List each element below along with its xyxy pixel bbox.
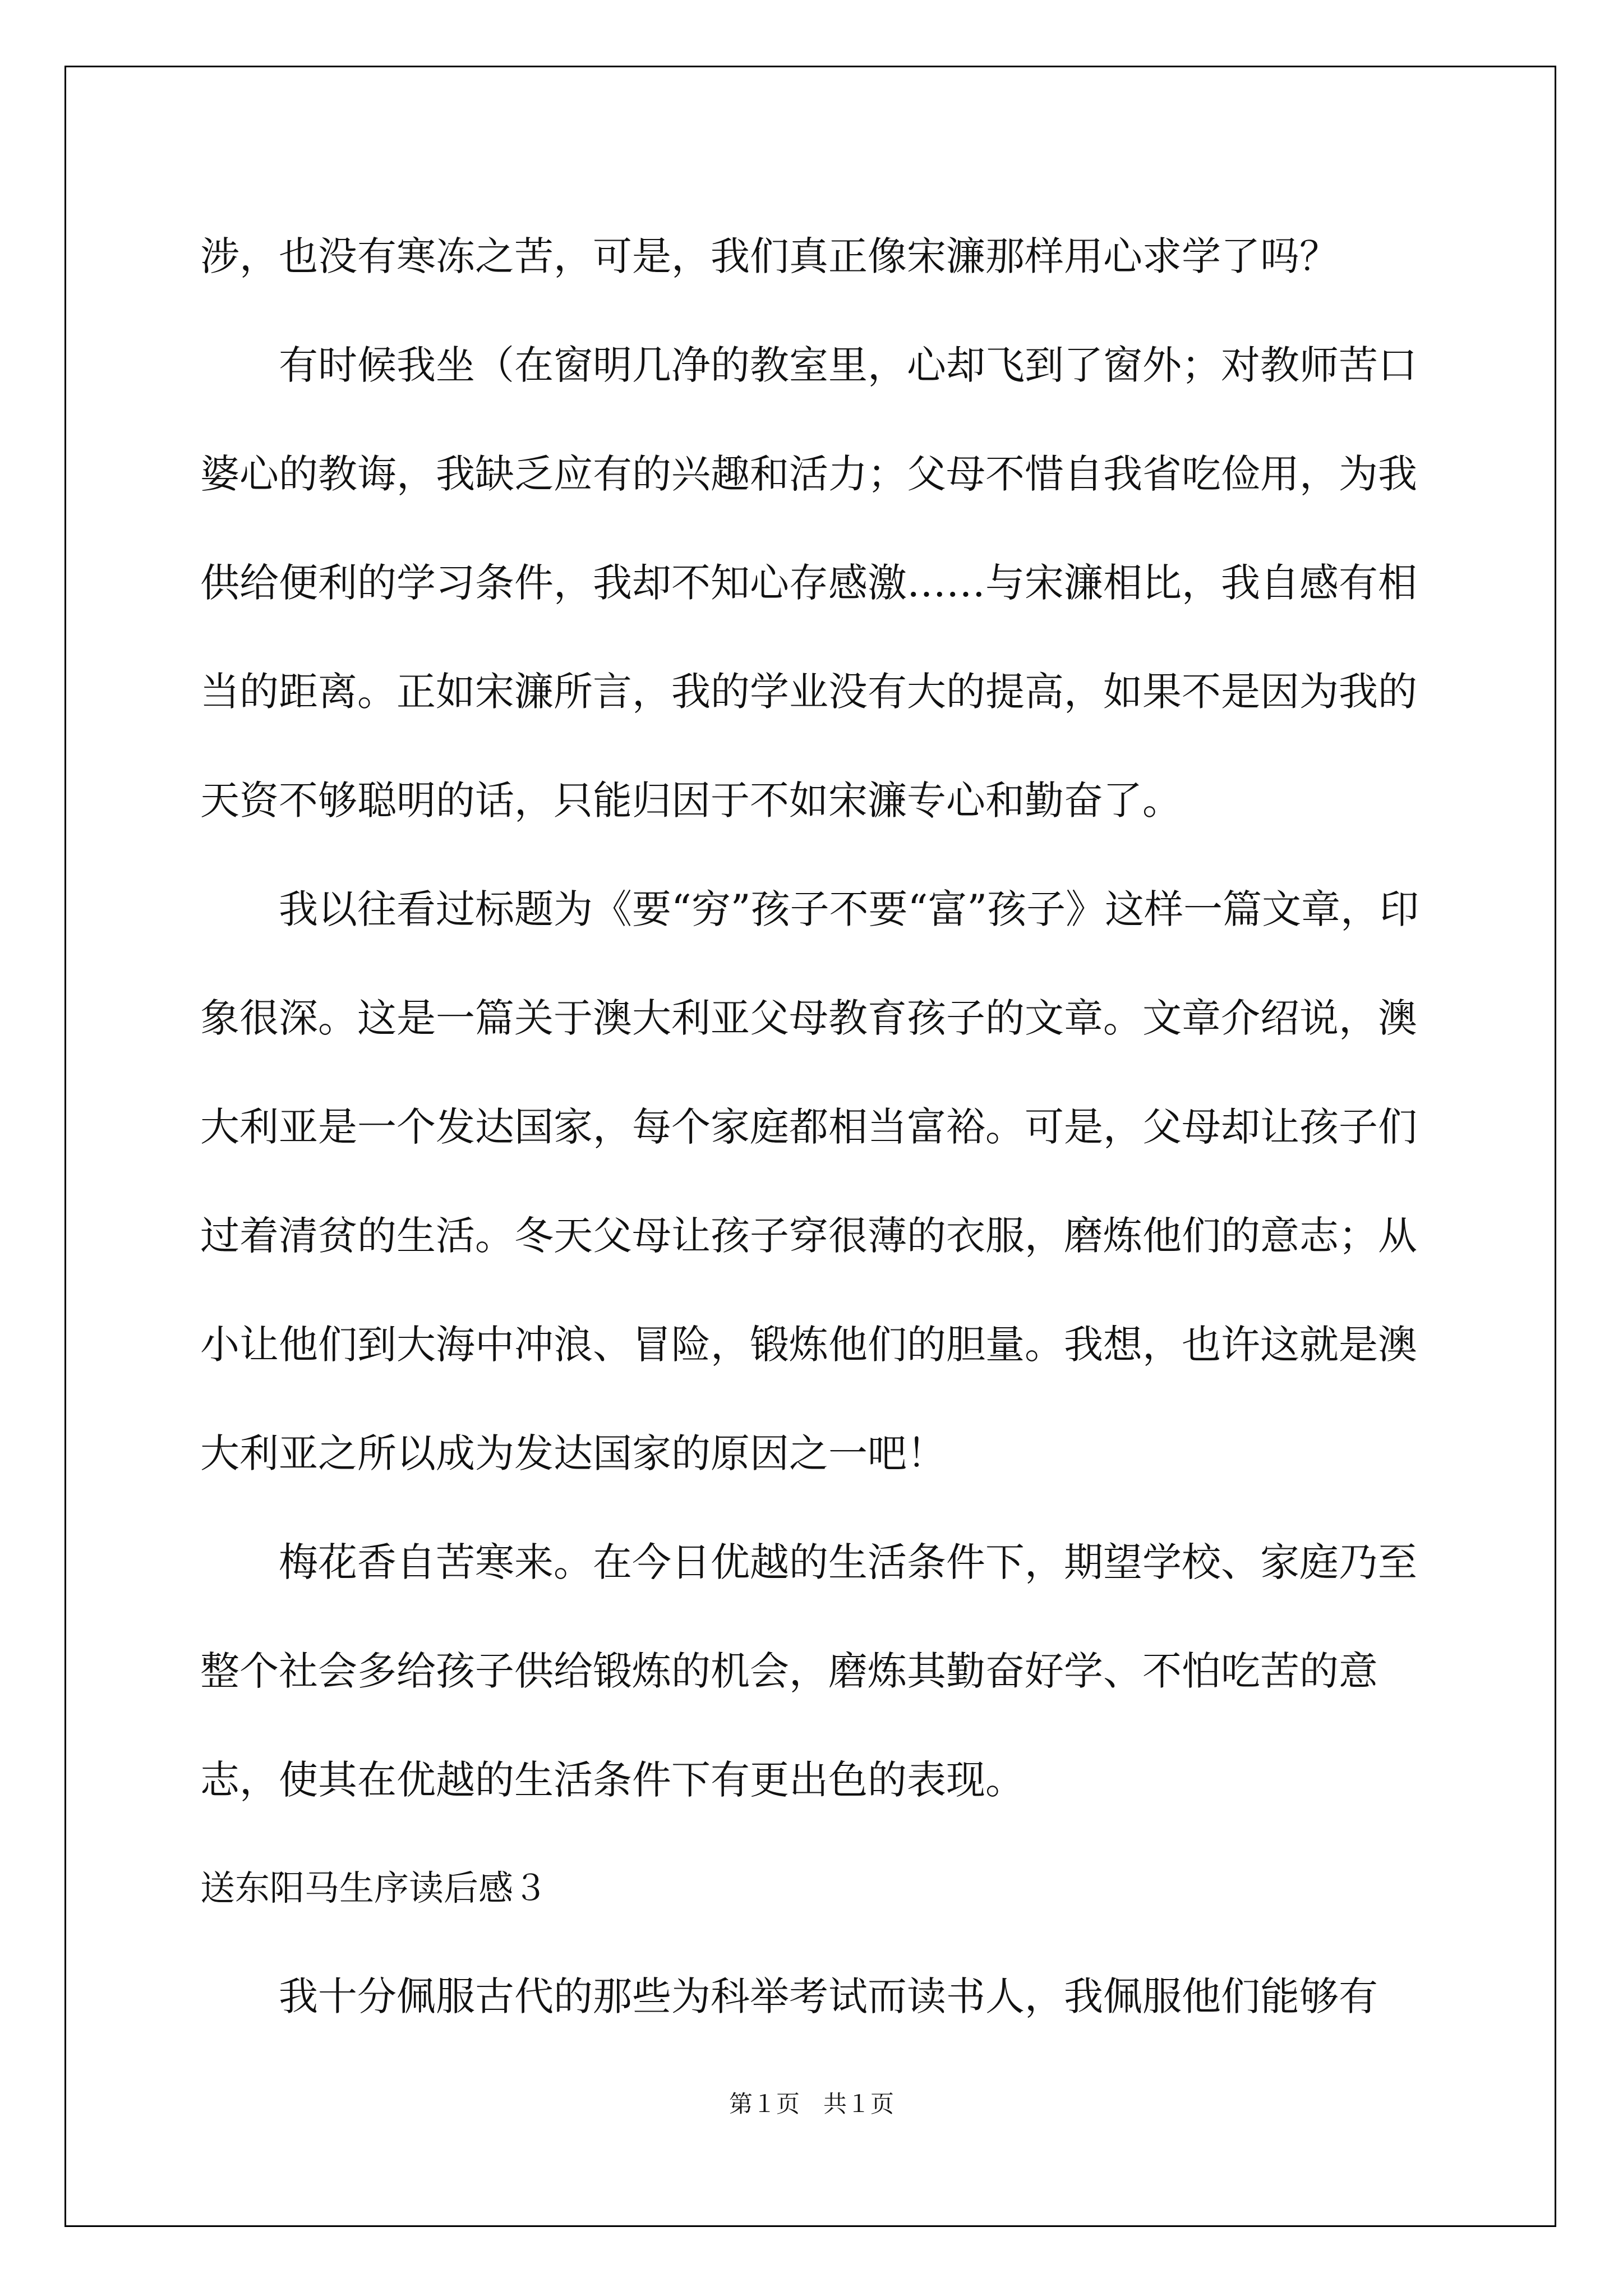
paragraph-continuation: 涉，也没有寒冻之苦，可是，我们真正像宋濂那样用心求学了吗？: [200, 233, 1339, 279]
document-body: [200, 202, 1434, 2051]
paragraph-study-reflection: 有时候我坐（在窗明几净的教室里，心却飞到了窗外；对教师苦口婆心的教诲，我缺乏应有的兴趣和活力；父母不惜自我省吃俭用，为我供给便利的学习条件，我却不知心存感激……与宋濂相比，我自感有相当的距离。正如宋濂所言，我的学业没有大的提高，如果不是因为我的天资不够聪明的话，只能归因于不如宋濂专心和勤奋了。: [200, 342, 1417, 823]
paragraph-australia-article: 我以往看过标题为《要“穷”孩子不要“富”孩子》这样一篇文章，印象很深。这是一篇关于澳大利亚父母教育孩子的文章。文章介绍说，澳大利亚是一个发达国家，每个家庭都相当富裕。可是，父母却让孩子们过着清贫的生活。冬天父母让孩子穿很薄的衣服，磨炼他们的意志；从小让他们到大海中冲浪、冒险，锻炼他们的胆量。我想，也许这就是澳大利亚之所以成为发达国家的原因之一吧！: [200, 886, 1419, 1476]
section-heading: 送东阳马生序读后感３: [200, 1867, 548, 1908]
paragraph-admiration: 我十分佩服古代的那些为科举考试而读书人，我佩服他们能够有: [279, 1973, 1378, 2019]
paragraph-plum-blossom: 梅花香自苦寒来。在今日优越的生活条件下，期望学校、家庭乃至整个社会多给孩子供给锻炼的机会，磨炼其勤奋好学、不怕吃苦的意志，使其在优越的生活条件下有更出色的表现。: [200, 1539, 1417, 1803]
page-footer: 第１页 共１页: [728, 2090, 894, 2118]
